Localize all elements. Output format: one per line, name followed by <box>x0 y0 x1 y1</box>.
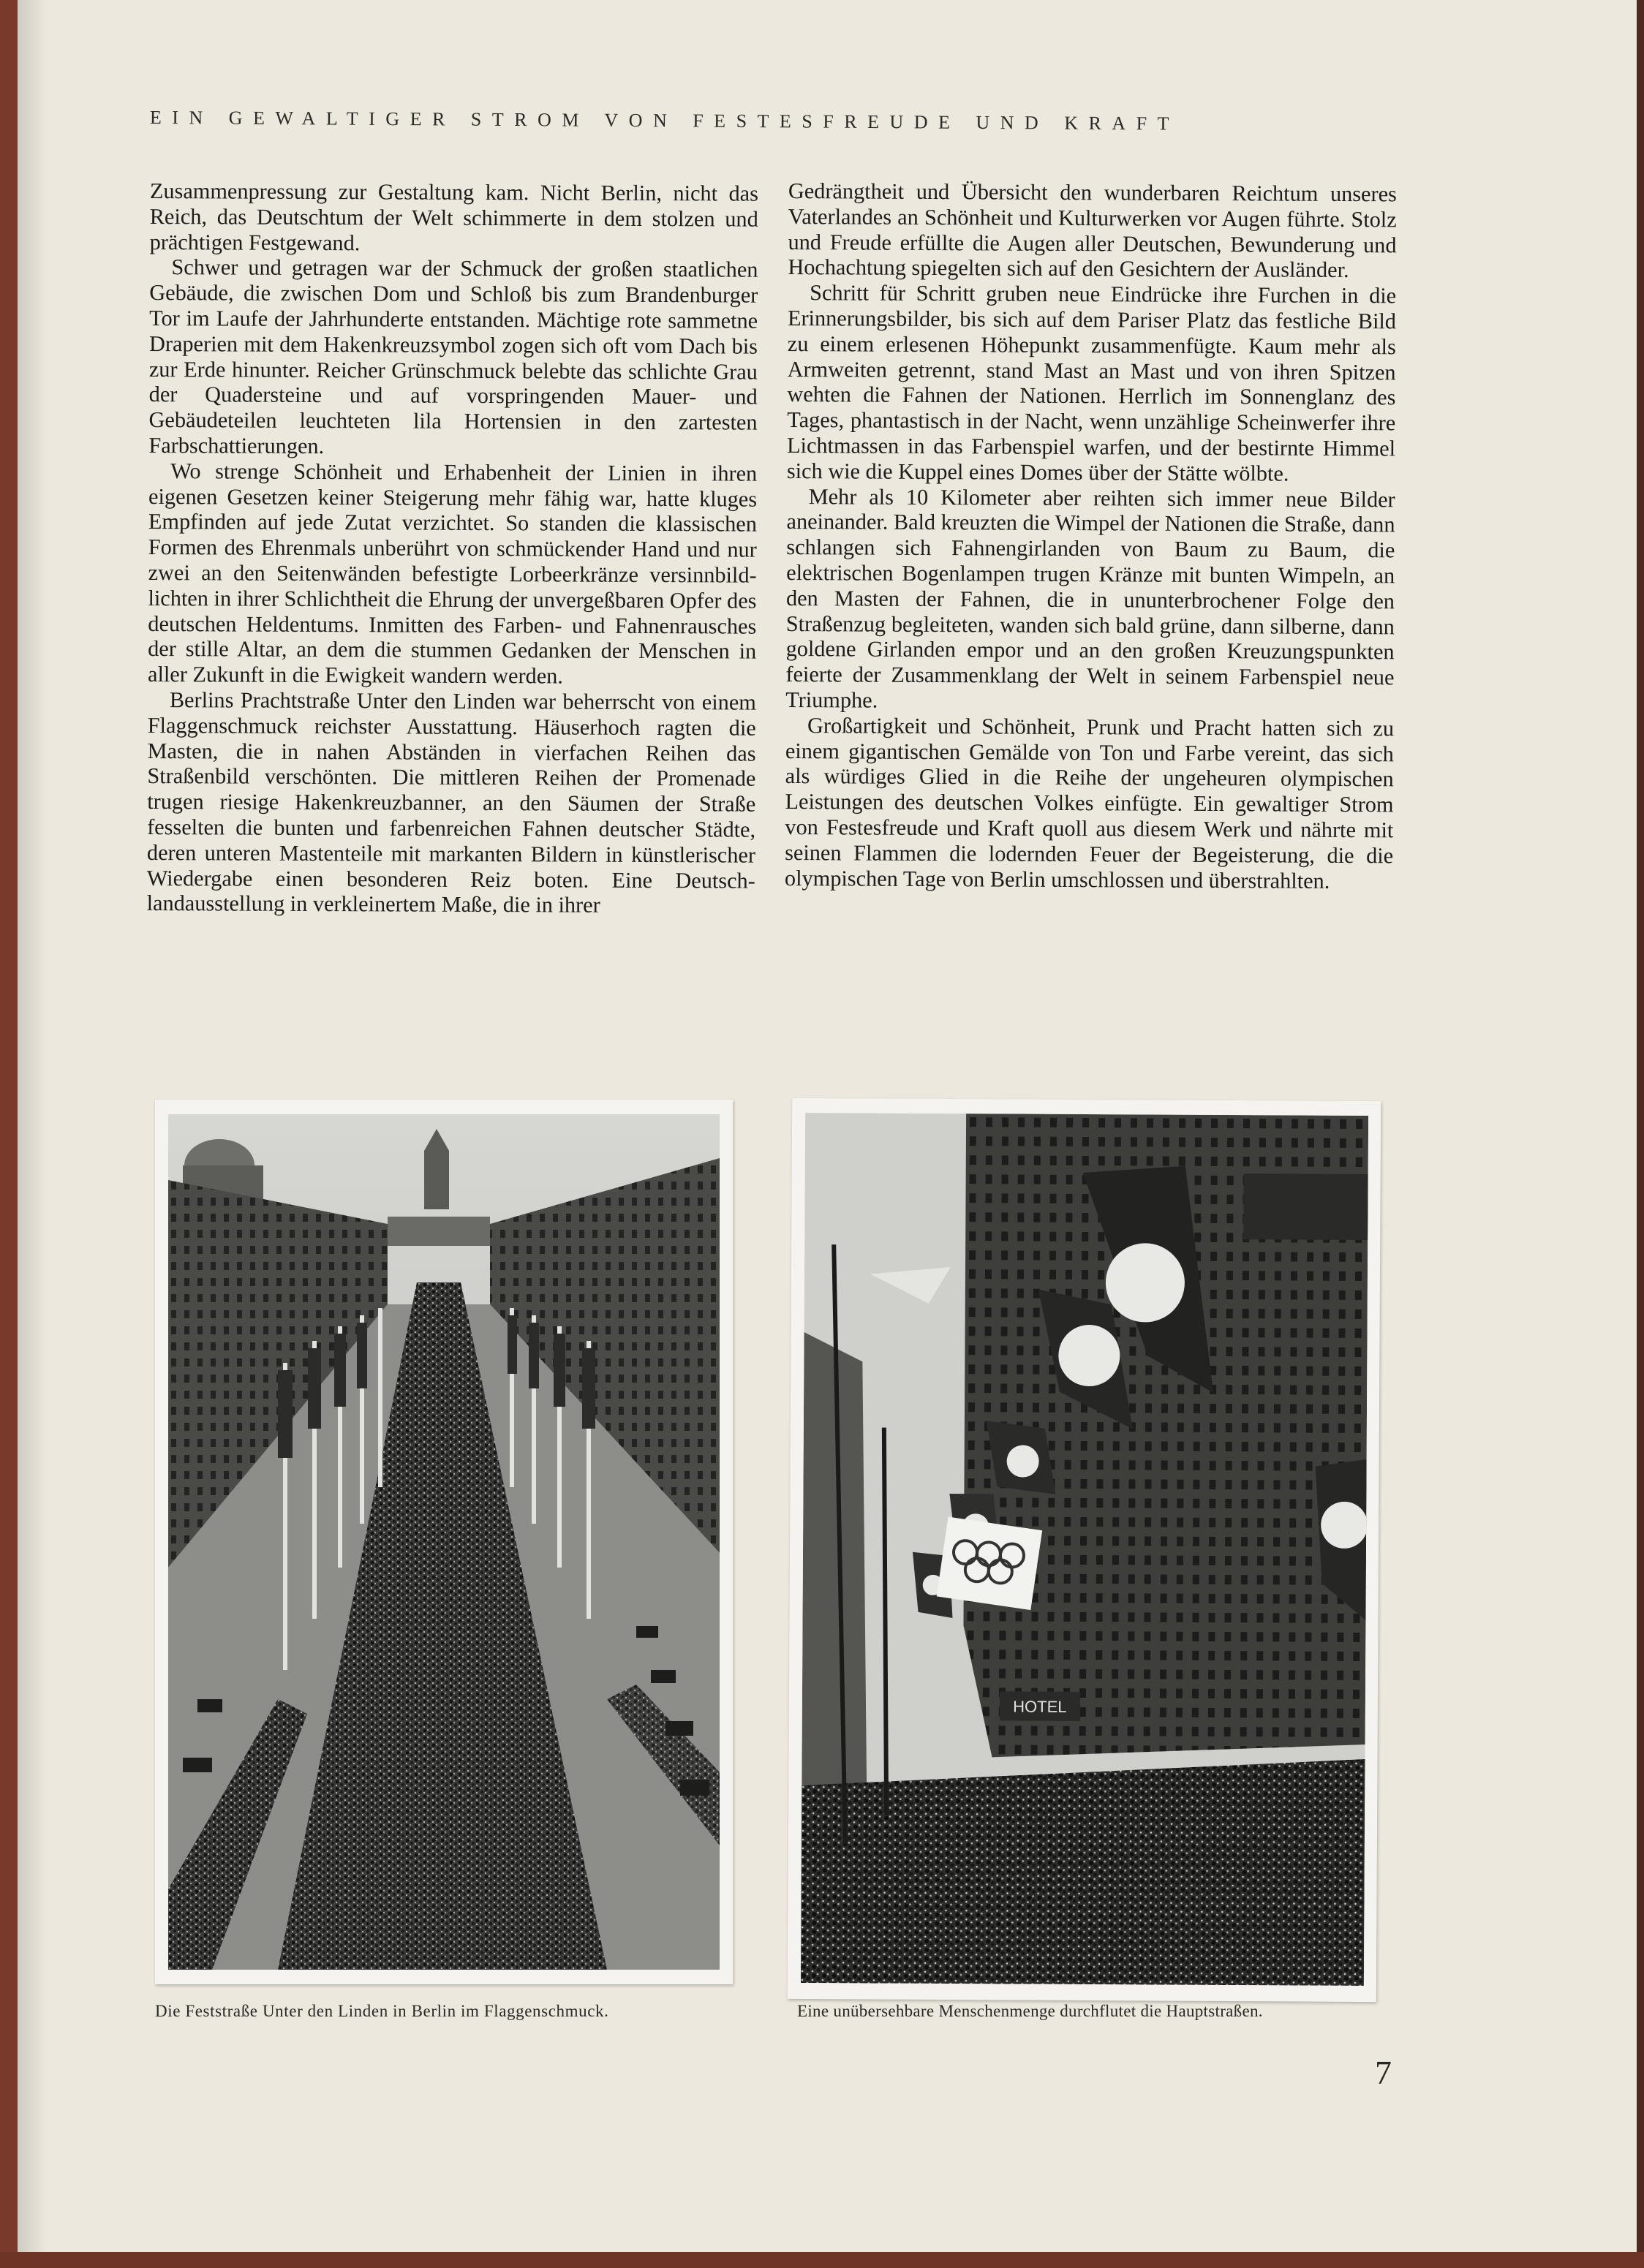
street-photo-image <box>801 1113 1368 1986</box>
paragraph: Berlins Prachtstraße Unter den Linden war beherrscht von einem Flaggenschmuck reichster Ausstattung. Häuserhoch ragten die Masten, die in nahen Abständen in vierfachen Reihen das Straßenbild verschönten. Die mittleren Reihen der Promenade trugen riesige Hakenkreuzbanner, an den Säumen der Straße fesselten die bunten und farbenreichen Fahnen deutscher Städte, deren unteren Mastenteile mit markanten Bildern in künstlerischer Wiedergabe einen besonderen Reiz boten. Eine Deutschlandausstellung in verkleinertem Maße, die in ihrer <box>146 687 756 918</box>
hotel-sign-text: HOTEL <box>1013 1697 1067 1716</box>
caption-right: Eine unübersehbare Menschenmenge durchflutet die Hauptstraßen. <box>797 2002 1263 2020</box>
paragraph: Schritt für Schritt gruben neue Eindrücke ihre Furchen in die Erinnerungsbilder, bis sich auf dem Pariser Platz das festliche Bild zu einem erlesenen Höhepunkt zusammenfügte. Kaum mehr als Armweiten getrennt, stand Mast an Mast und von ihren Spitzen wehten die Fahnen der Nationen. Herrlich im Sonnenglanz des Tages, phantastisch in der Nacht, wenn unzählige Scheinwerfer ihre Lichtmassen in das Farbenspiel warfen, und der bestirnte Himmel sich wie die Kuppel eines Domes über der Stätte wölbte. <box>786 280 1397 486</box>
table-background-left <box>0 0 18 2268</box>
page-number: 7 <box>1375 2054 1392 2091</box>
table-background-right <box>1637 0 1644 2268</box>
caption-left: Die Feststraße Unter den Linden in Berlin im Flaggenschmuck. <box>155 2002 609 2020</box>
boulevard-photo-image <box>168 1114 720 1970</box>
text-column-right <box>785 178 1397 894</box>
paragraph: Zusammenpressung zur Gestaltung kam. Nicht Berlin, nicht das Reich, das Deutschtum der Welt schimmerte in dem stolzen und prächtigen Festgewand. <box>149 178 758 255</box>
paragraph: Großartigkeit und Schönheit, Prunk und Pracht hatten sich zu einem gigantischen Gemälde von Ton und Farbe vereint, das sich als würdiges Glied in die Reihe der ungeheuren olympischen Leistungen des deutschen Volkes einfügte. Ein gewaltiger Strom von Festesfreude und Kraft quoll aus diesem Werk und nährte mit seinen Flammen die lodernden Feuer der Begeisterung, die die olympischen Tage von Berlin umschlossen und überstrahlten. <box>784 712 1395 893</box>
photo-crowded-street <box>788 1098 1381 2002</box>
paragraph: Gedrängtheit und Übersicht den wunderbaren Reichtum unseres Vaterlandes an Schönheit und Kulturwerken vor Augen führte. Stolz und Freude erfüllte die Augen aller Deutschen, Bewunderung und Hochachtung spiegelten sich auf den Gesichtern der Ausländer. <box>788 178 1397 283</box>
paragraph: Schwer und getragen war der Schmuck der großen staatlichen Gebäude, die zwischen Dom und Schloß bis zum Brandenburger Tor im Laufe der Jahrhunderte entstanden. Mächtige rote sammetne Draperien mit dem Hakenkreuzsymbol zogen sich oft vom Dach bis zur Erde hinunter. Reicher Grünschmuck belebte das schlichte Grau der Quadersteine und auf vorspringenden Mauer- und Gebäudeteilen leuchteten lila Hortensien in den zartesten Farbschattierungen. <box>148 254 758 459</box>
paragraph: Wo strenge Schönheit und Erhabenheit der Linien in ihren eigenen Gesetzen keiner Steigerung mehr fähig war, hatte kluges Empfinden auf jede Zutat verzichtet. So standen die klassischen Formen des Ehrenmals unberührt von schmückender Hand und nur zwei an den Seitenwänden befestigte Lorbeerkränze versinnbildlichten in ihrer Schlichtheit die Ehrung der unvergeßbaren Opfer des deutschen Heldentums. Inmitten des Farben- und Fahnenrausches der stille Altar, an dem die stummen Gedanken der Menschen in aller Zukunft in die Ewigkeit wandern werden. <box>147 458 758 689</box>
paragraph: Mehr als 10 Kilometer aber reihten sich immer neue Bilder aneinander. Bald kreuzten die Wimpel der Nationen die Straße, dann schlangen sich Fahnengirlanden von Baum zu Baum, die elektrischen Bogenlampen trugen Kränze mit bunten Wimpeln, an den Masten der Fahnen, die in ununterbrochener Folge den Straßenzug begleiteten, wanden sich bald grüne, dann silberne, dann goldene Girlanden empor und an den großen Kreuzungspunkten feierte der Zusammenklang der Welt in seinem Farbenspiel neue Triumphe. <box>785 483 1395 713</box>
text-column-left <box>147 178 758 919</box>
spine-shadow <box>18 0 47 2252</box>
running-head: EIN GEWALTIGER STROM VON FESTESFREUDE UND KRAFT <box>149 107 1180 135</box>
photo-unter-den-linden <box>155 1100 733 1984</box>
table-background-bottom <box>0 2252 1644 2268</box>
